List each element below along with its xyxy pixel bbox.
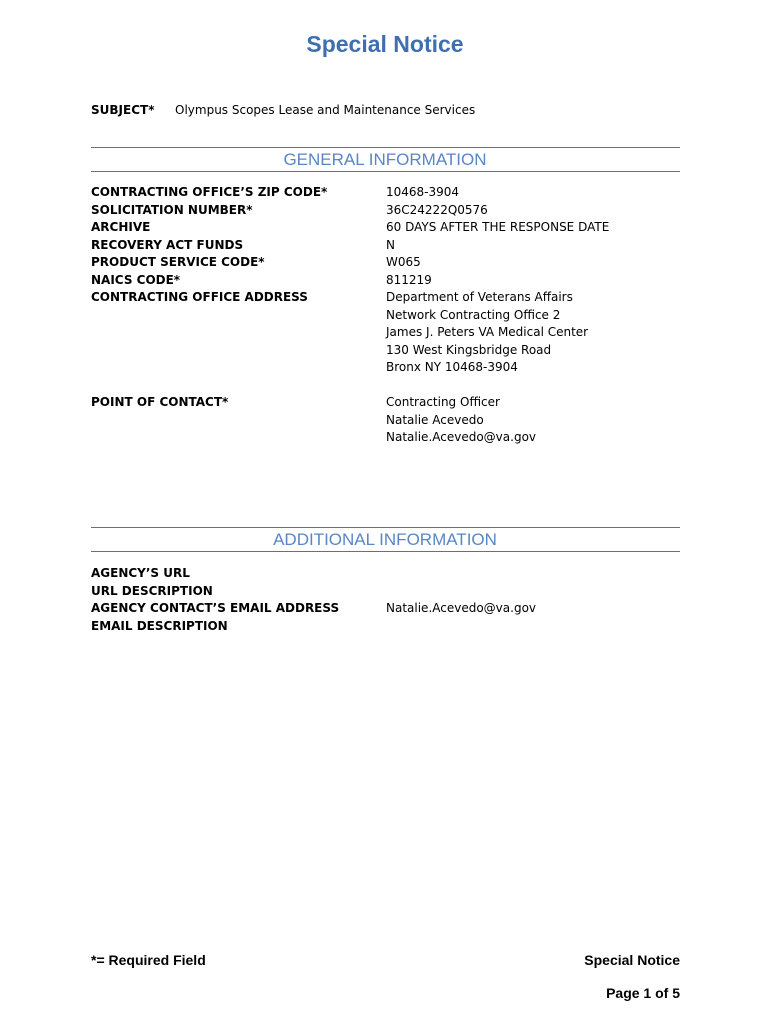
field-label: URL DESCRIPTION xyxy=(91,583,213,598)
footer-doc-type: Special Notice xyxy=(584,952,680,968)
field-url-description xyxy=(91,583,680,601)
field-archive xyxy=(91,219,680,237)
section-divider-bottom xyxy=(91,551,680,552)
section-divider-top xyxy=(91,147,680,148)
field-value: 60 DAYS AFTER THE RESPONSE DATE xyxy=(386,220,610,234)
field-recovery-act-funds xyxy=(91,237,680,255)
page-number: Page 1 of 5 xyxy=(606,985,680,1001)
field-label: CONTRACTING OFFICE’S ZIP CODE* xyxy=(91,185,328,199)
field-solicitation-number xyxy=(91,202,680,220)
field-label: RECOVERY ACT FUNDS xyxy=(91,237,244,252)
field-label: AGENCY’S URL xyxy=(91,566,190,580)
field-value: N xyxy=(386,237,395,252)
field-email-description xyxy=(91,618,680,636)
contact-line: Contracting Officer xyxy=(386,395,500,409)
field-label: CONTRACTING OFFICE ADDRESS xyxy=(91,290,308,304)
field-agency-url xyxy=(91,565,680,583)
field-agency-contact-email xyxy=(91,600,680,618)
field-label: EMAIL DESCRIPTION xyxy=(91,618,228,633)
address-line: Department of Veterans Affairs xyxy=(386,290,573,304)
field-value: 811219 xyxy=(386,272,432,287)
field-label: NAICS CODE* xyxy=(91,272,181,287)
field-value: 10468-3904 xyxy=(386,185,460,199)
subject-value: Olympus Scopes Lease and Maintenance Services xyxy=(175,103,476,117)
address-line: James J. Peters VA Medical Center xyxy=(386,325,589,339)
contact-email: Natalie.Acevedo@va.gov xyxy=(386,430,537,444)
field-value: 36C24222Q0576 xyxy=(386,202,488,217)
address-line: 130 West Kingsbridge Road xyxy=(386,342,552,357)
additional-information-fields xyxy=(91,565,680,635)
address-line: Network Contracting Office 2 xyxy=(386,307,561,322)
field-point-of-contact xyxy=(91,394,680,447)
field-zip-code xyxy=(91,184,680,202)
field-value: Natalie.Acevedo@va.gov xyxy=(386,601,537,615)
subject-label: SUBJECT* xyxy=(91,103,155,117)
general-information-fields xyxy=(91,184,680,447)
field-product-service-code xyxy=(91,254,680,272)
field-naics-code xyxy=(91,272,680,290)
contact-line: Natalie Acevedo xyxy=(386,412,484,427)
required-field-note: *= Required Field xyxy=(91,952,206,968)
additional-information-heading: ADDITIONAL INFORMATION xyxy=(273,530,497,549)
page-title: Special Notice xyxy=(306,31,464,57)
field-label: PRODUCT SERVICE CODE* xyxy=(91,255,265,269)
section-divider-top xyxy=(91,527,680,528)
field-label: SOLICITATION NUMBER* xyxy=(91,202,253,217)
address-line: Bronx NY 10468-3904 xyxy=(386,360,518,374)
field-label: AGENCY CONTACT’S EMAIL ADDRESS xyxy=(91,601,340,615)
section-divider-bottom xyxy=(91,171,680,172)
general-information-heading: GENERAL INFORMATION xyxy=(283,150,487,169)
field-label: POINT OF CONTACT* xyxy=(91,395,229,409)
field-label: ARCHIVE xyxy=(91,220,151,234)
field-value: W065 xyxy=(386,255,421,269)
field-contracting-office-address xyxy=(91,289,680,377)
